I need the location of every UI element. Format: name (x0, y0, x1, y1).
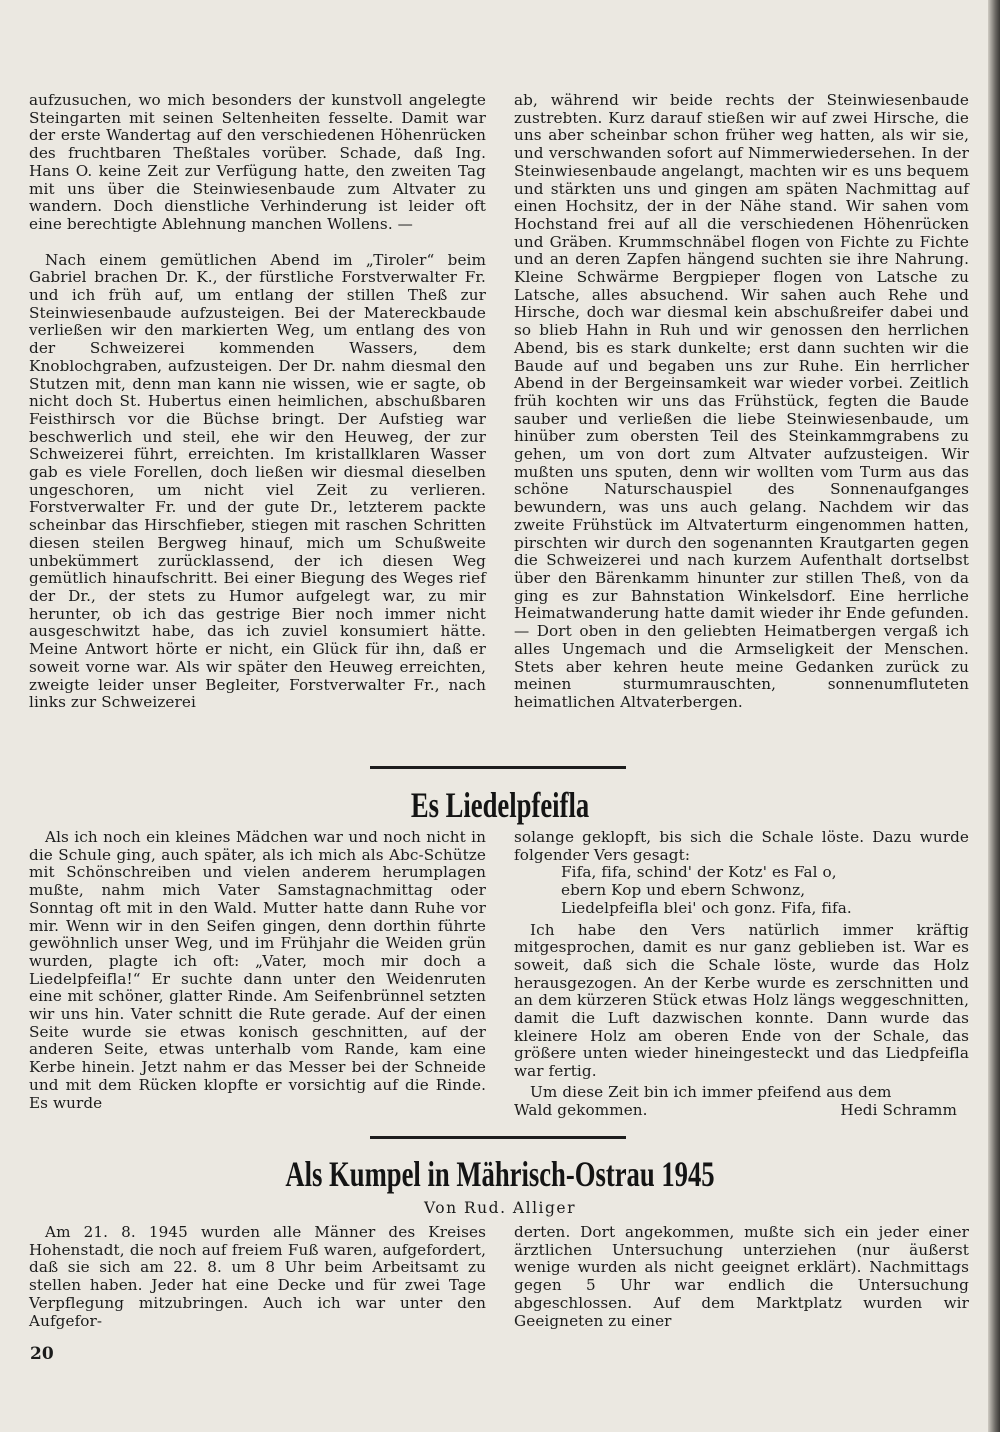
signature-line (514, 1102, 969, 1120)
article-title: Als Kumpel in Mährisch-Ostrau 1945 (285, 1154, 715, 1194)
paragraph: solange geklopft, bis sich die Schale löste. Dazu wurde folgender Vers gesagt: (514, 828, 969, 864)
page-number: 20 (30, 1344, 54, 1364)
paragraph: Nach einem gemütlichen Abend im „Tiroler“ beim Gabriel brachen Dr. K., der fürstliche Forstverwalter Fr. und ich früh auf, um entlang der stillen Theß zur Steinwiesenbaude aufzusteigen. Bei der Matereckbaude verließen wir den markierten Weg, um entlang des von der Schweizerei kommenden Wassers, dem Knoblochgraben, aufzusteigen. Der Dr. nahm diesmal den Stutzen mit, denn man kann nie wissen, wie er sagte, ob nicht doch St. Hubertus einen heimlichen, abschußbaren Feisthirsch vor die Büchse bringt. Der Aufstieg war beschwerlich und steil, ehe wir den Heuweg, der zur Schweizerei führt, erreichten. Im kristallklaren Wasser gab es viele Forellen, doch ließen wir diesmal dieselben ungeschoren, um nicht viel Zeit zu verlieren. Forstverwalter Fr. und der gute Dr., letzterem packte scheinbar das Hirschfieber, stiegen mit raschen Schritten diesen steilen Bergweg hinauf, mich um Schußweite unbekümmert zurücklassend, der ich diesen Weg gemütlich hinaufschritt. Bei einer Biegung des Weges rief der Dr., der stets zu Humor aufgelegt war, zu mir herunter, ob ich das gestrige Bier noch immer nicht ausgeschwitzt habe, das ich zuviel konsumiert hätte. Meine Antwort hörte er nicht, ein Glück für ihn, daß er soweit vorne war. Als wir später den Heuweg erreichten, zweigte leider unser Begleiter, Forstverwalter Fr., nach links zur Schweizerei (29, 250, 486, 712)
article3-column-left (29, 1224, 486, 1330)
article1-column-left (29, 92, 486, 712)
article1-column-right (514, 92, 969, 712)
verse-block (561, 864, 969, 917)
page-edge-shadow (988, 0, 1000, 1432)
article3-column-right (514, 1224, 969, 1330)
article2-column-right (514, 829, 969, 1119)
paragraph: ab, während wir beide rechts der Steinwiesenbaude zustrebten. Kurz darauf stießen wir auf zwei Hirsche, die uns aber scheinbar schon früher weg hatten, als wir sie, und verschwanden sofort auf Nimmerwiedersehen. In der Steinwiesenbaude angelangt, machten wir es uns bequem und stärkten uns und gingen am späten Nachmittag auf einen Hochsitz, der in der Nähe stand. Wir sahen vom Hochstand frei auf all die verschiedenen Höhenrücken und Gräben. Krummschnäbel flogen von Fichte zu Fichte und an deren Zapfen hängend suchten sie ihre Nahrung. Kleine Schwärme Bergpieper flogen von Latsche zu Latsche, alles absuchend. Wir sahen auch Rehe und Hirsche, doch war diesmal kein abschußreifer dabei und so blieb Hahn in Ruh und wir genossen den herrlichen Abend, bis es stark dunkelte; erst dann suchten wir die Baude auf und begaben uns zur Ruhe. Ein herrlicher Abend in der Bergeinsamkeit war wieder vorbei. Zeitlich früh kochten wir uns das Frühstück, fegten die Baude sauber und verließen die liebe Steinwiesenbaude, um hinüber zum obersten Teil des Steinkammgrabens zu gehen, um von dort zum Altvater aufzusteigen. Wir mußten uns sputen, denn wir wollten vom Turm aus das schöne Naturschauspiel des Sonnenaufganges bewundern, was uns auch gelang. Nachdem wir das zweite Frühstück im Altvaterturm eingenommen hatten, pirschten wir durch den sogenannten Krautgarten gegen die Schweizerei und nach kurzem Aufenthalt dortselbst über den Bärenkamm hinunter zur stillen Theß, von da ging es zur Bahnstation Winkelsdorf. Eine herrliche Heimatwanderung hatte damit wieder ihr Ende gefunden. — Dort oben in den geliebten Heimatbergen vergaß ich alles Ungemach und die Armseligkeit der Menschen. Stets aber kehren heute meine Gedanken zurück zu meinen sturmumrauschten, sonnenumfluteten heimatlichen Altvaterbergen. (514, 91, 969, 711)
closing-line: Um diese Zeit bin ich immer pfeifend aus dem (530, 1082, 892, 1101)
section-divider (370, 1136, 626, 1139)
paragraph: aufzusuchen, wo mich besonders der kunstvoll angelegte Steingarten mit seinen Seltenheiten fesselte. Damit war der erste Wandertag auf den verschiedenen Höhenrücken des fruchtbaren Theßtales vorüber. Schade, daß Ing. Hans O. keine Zeit zur Verfügung hatte, den zweiten Tag mit uns über die Steinwiesenbaude zum Altvater zu wandern. Doch dienstliche Verhinderung ist leider oft eine berechtigte Ablehnung manchen Wollens. — (29, 91, 486, 233)
author-name: Hedi Schramm (840, 1100, 957, 1119)
paragraph: Am 21. 8. 1945 wurden alle Männer des Kreises Hohenstadt, die noch auf freiem Fuß waren, aufgefordert, daß sie sich am 22. 8. um 8 Uhr beim Arbeitsamt zu stellen haben. Jeder hat eine Decke und für zwei Tage Verpflegung mitzubringen. Auch ich war unter den Aufgefor- (29, 1223, 486, 1330)
verse-line: Liedelpfeifla blei' och gonz. Fifa, fifa. (561, 898, 852, 917)
paragraph: Ich habe den Vers natürlich immer kräftig mitgesprochen, damit es nur ganz geblieben ist. War es soweit, daß sich die Schale löste, wurde das Holz herausgezogen. An der Kerbe wurde es zerschnitten und an dem kürzeren Stück etwas Holz längs weggeschnitten, damit die Luft dazwischen konnte. Dann wurde das kleinere Holz am oberen Ende von der Schale, das größere unten wieder hineingesteckt und das Liedpfeifla war fertig. (514, 920, 969, 1081)
verse-line: ebern Kop und ebern Schwonz, (561, 881, 806, 900)
article-title: Es Liedelpfeifla (410, 785, 590, 825)
article2-column-left (29, 829, 486, 1112)
byline: Von Rud. Alliger (423, 1199, 576, 1217)
closing-line-end: Wald gekommen. (514, 1100, 648, 1119)
paragraph: Als ich noch ein kleines Mädchen war und noch nicht in die Schule ging, auch später, als ich mich als Abc-Schütze mit Schönschreiben und vielen anderem herumplagen mußte, nahm mich Vater Samstagnachmittag oder Sonntag oft mit in den Wald. Mutter hatte dann Ruhe vor mir. Wenn wir in den Seifen gingen, denn dorthin führte gewöhnlich unser Weg, und im Frühjahr die Weiden grün wurden, plagte ich oft: „Vater, moch mir doch a Liedelpfeifla!“ Er suchte dann unter den Weidenruten eine mit schöner, glatter Rinde. Am Seifenbrünnel setzten wir uns hin. Vater schnitt die Rute gerade. Auf der einen Seite wurde sie etwas konisch geschnitten, auf der anderen Seite, etwas unterhalb vom Rande, kam eine Kerbe hinein. Jetzt nahm er das Messer bei der Schneide und mit dem Rücken klopfte er vorsichtig auf die Rinde. Es wurde (29, 828, 486, 1112)
verse-line: Fifa, fifa, schind' der Kotz' es Fal o, (561, 863, 837, 882)
paragraph: derten. Dort angekommen, mußte sich ein jeder einer ärztlichen Untersuchung unterziehen (nur äußerst wenige wurden als nicht geeignet erklärt). Nachmittags gegen 5 Uhr war endlich die Untersuchung abgeschlossen. Auf dem Marktplatz wurden wir Geeigneten zu einer (514, 1223, 969, 1330)
section-divider (370, 766, 626, 769)
